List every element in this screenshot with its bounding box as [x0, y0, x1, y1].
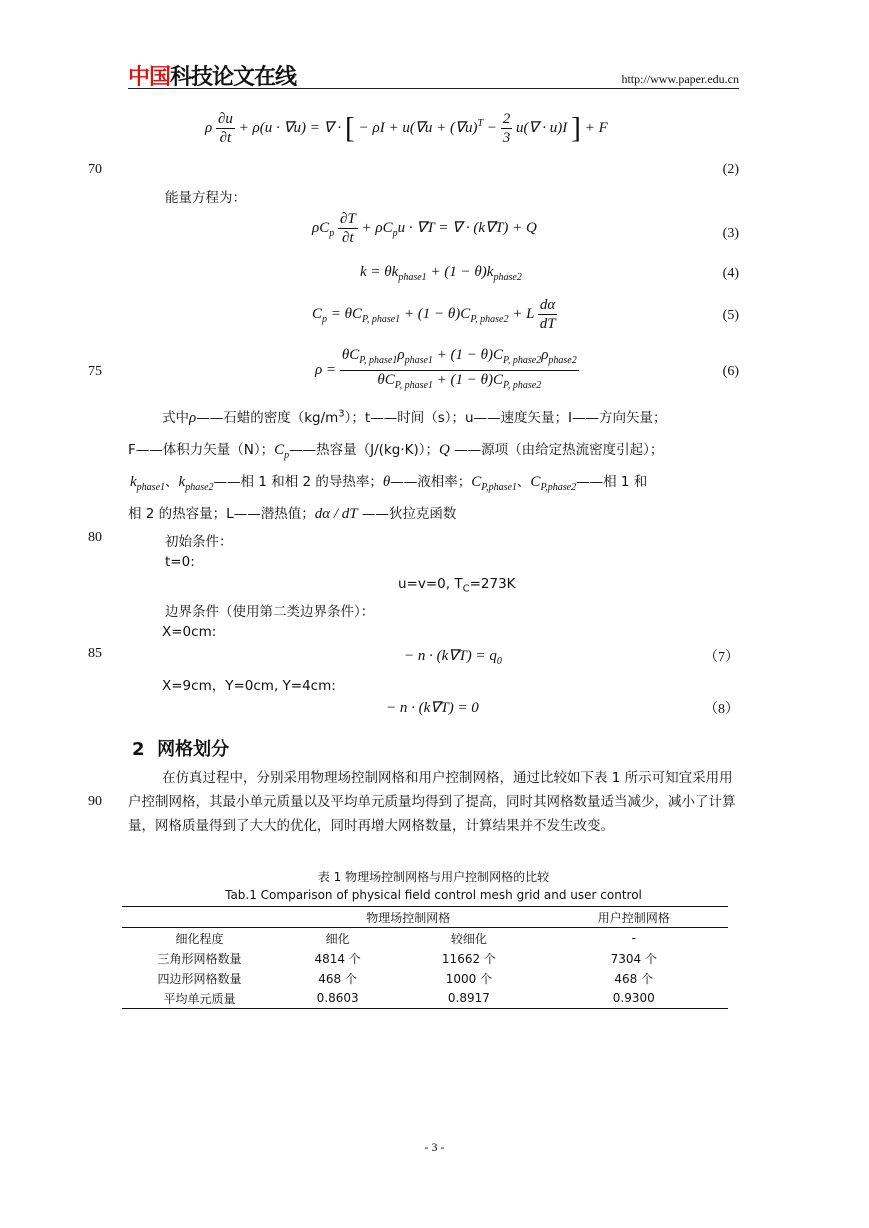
page-number: - 3 -: [424, 1140, 445, 1154]
table-cell: 1000 个: [445, 971, 493, 986]
journal-logo: 中国科技论文在线: [128, 65, 297, 90]
symbols-line-3: $k_{phase1}$、$k_{phase2}——$相 1 和相 2 的导热率；θ——液相率；$C_{P,phase1}$、$C_{P,phase2}——$相 1 和: [130, 474, 648, 493]
table-cell: -: [631, 931, 636, 945]
initial-label: 初始条件：: [165, 534, 233, 550]
symbols-line-1: 式中ρ——石蜡的密度$(kg/m^3)$；t——时间（s）；u——速度矢量；I——方向矢量；: [162, 408, 667, 426]
symbols-line-2: F——体积力矢量（N）；$C_p——$热容量（J/(kg·K)）；Q ——源项（由给定热流密度引起）；: [128, 442, 664, 461]
table-cell: 细化程度: [175, 931, 224, 946]
table-header-row: [122, 907, 728, 928]
table-cell: 468 个: [614, 971, 654, 986]
equation-boundary-flux: − $n \cdot (k\nabla T) = q_0$: [404, 648, 502, 667]
equation-momentum: ρ $\frac{\partial u}{\partial t}$ + ρ(u · ∇u) = ∇ · [ − $\rho I + u(\nabla u + (\nabla u)^T$ − $\frac{2}{3}$ u(∇ · u)I ] + F: [205, 111, 608, 146]
line-number: 85: [88, 646, 102, 661]
equation-energy: $\rho C_p$ $\frac{\partial T}{\partial t}$ + $\rho C_pu \cdot \nabla T$ = ∇ · (k∇T) + Q: [312, 211, 537, 246]
table-cell: 11662 个: [441, 951, 496, 966]
equation-boundary-zero: − n · (k∇T) = 0: [386, 700, 479, 716]
equation-conductivity: $k = \theta k_{phase1} + (1 - \theta)k_{phase2}$: [360, 264, 522, 283]
boundary-label: 边界条件（使用第二类边界条件）：: [165, 604, 375, 620]
section-paragraph: 在仿真过程中，分别采用物理场控制网格和用户控制网格，通过比较如下表 1 所示可知宜采用用户控制网格，其最小单元质量以及平均单元质量均得到了提高，同时其网格数量适当减少，减小了计算量，网格质量得到了大大的优化，同时再增大网格数量，计算结果并不发生改变。: [128, 770, 736, 834]
table-cell: 细化: [325, 931, 350, 946]
equation-number: (6): [722, 364, 739, 379]
equation-number: （7）: [704, 650, 739, 665]
section-heading: 2 网格划分: [132, 739, 230, 760]
x9-label: X=9cm，Y=0cm, Y=4cm:: [162, 678, 336, 694]
table-group-header: 物理场控制网格: [366, 910, 451, 925]
table-row: [122, 988, 728, 1009]
table-cell: 三角形网格数量: [157, 951, 242, 966]
line-number: 75: [88, 364, 102, 379]
symbols-line-4: 相 2 的热容量；L——潜热值；dα / dT ——狄拉克函数: [128, 506, 457, 522]
equation-number: (2): [722, 162, 739, 177]
table-cell: 4814 个: [314, 951, 361, 966]
comparison-table: [122, 906, 728, 1009]
table-cell: 7304 个: [610, 951, 657, 966]
equation-number: (3): [722, 226, 739, 241]
table-group-header: 用户控制网格: [597, 910, 670, 925]
table-cell: 四边形网格数量: [157, 971, 242, 986]
x0-label: X=0cm:: [162, 624, 217, 640]
table-row: [122, 928, 728, 949]
table-row: [122, 968, 728, 988]
table-row: [122, 948, 728, 968]
table-caption-en: Tab.1 Comparison of physical field control mesh grid and user control: [225, 888, 642, 902]
initial-values: u=v=0, $T_C=273K$: [398, 576, 516, 595]
equation-heat-capacity: $C_p = \theta C_{P, phase1} + (1 - \theta)C_{P, phase2} + L$ $\frac{d\alpha}{dT}$: [312, 297, 556, 332]
table-cell: 较细化: [450, 931, 487, 946]
table-caption-cn: 表 1 物理场控制网格与用户控制网格的比较: [317, 870, 550, 884]
line-number: 70: [88, 162, 102, 177]
line-number: 80: [88, 530, 102, 545]
equation-number: (4): [722, 266, 739, 281]
header-url[interactable]: http://www.paper.edu.cn: [621, 72, 739, 86]
equation-density: ρ = $\frac{\theta C_{P, phase1}\rho_{phase1} + (1 - \theta)C_{P, phase2}\rho_{phase2}}{\theta C_{P, phase1} + (1 - \theta)C_{P, phase2}}$: [315, 347, 577, 391]
energy-intro: 能量方程为：: [165, 190, 246, 206]
header-rule: [128, 88, 739, 89]
equation-number: （8）: [704, 702, 739, 717]
table-cell: 0.8603: [316, 991, 359, 1005]
table-cell: 468 个: [318, 971, 357, 986]
table-cell: 0.9300: [612, 991, 655, 1005]
line-number: 90: [88, 794, 102, 809]
equation-number: (5): [722, 308, 739, 323]
t0-label: t=0:: [165, 554, 195, 570]
table-cell: 平均单元质量: [163, 991, 236, 1006]
table-cell: 0.8917: [447, 991, 490, 1005]
